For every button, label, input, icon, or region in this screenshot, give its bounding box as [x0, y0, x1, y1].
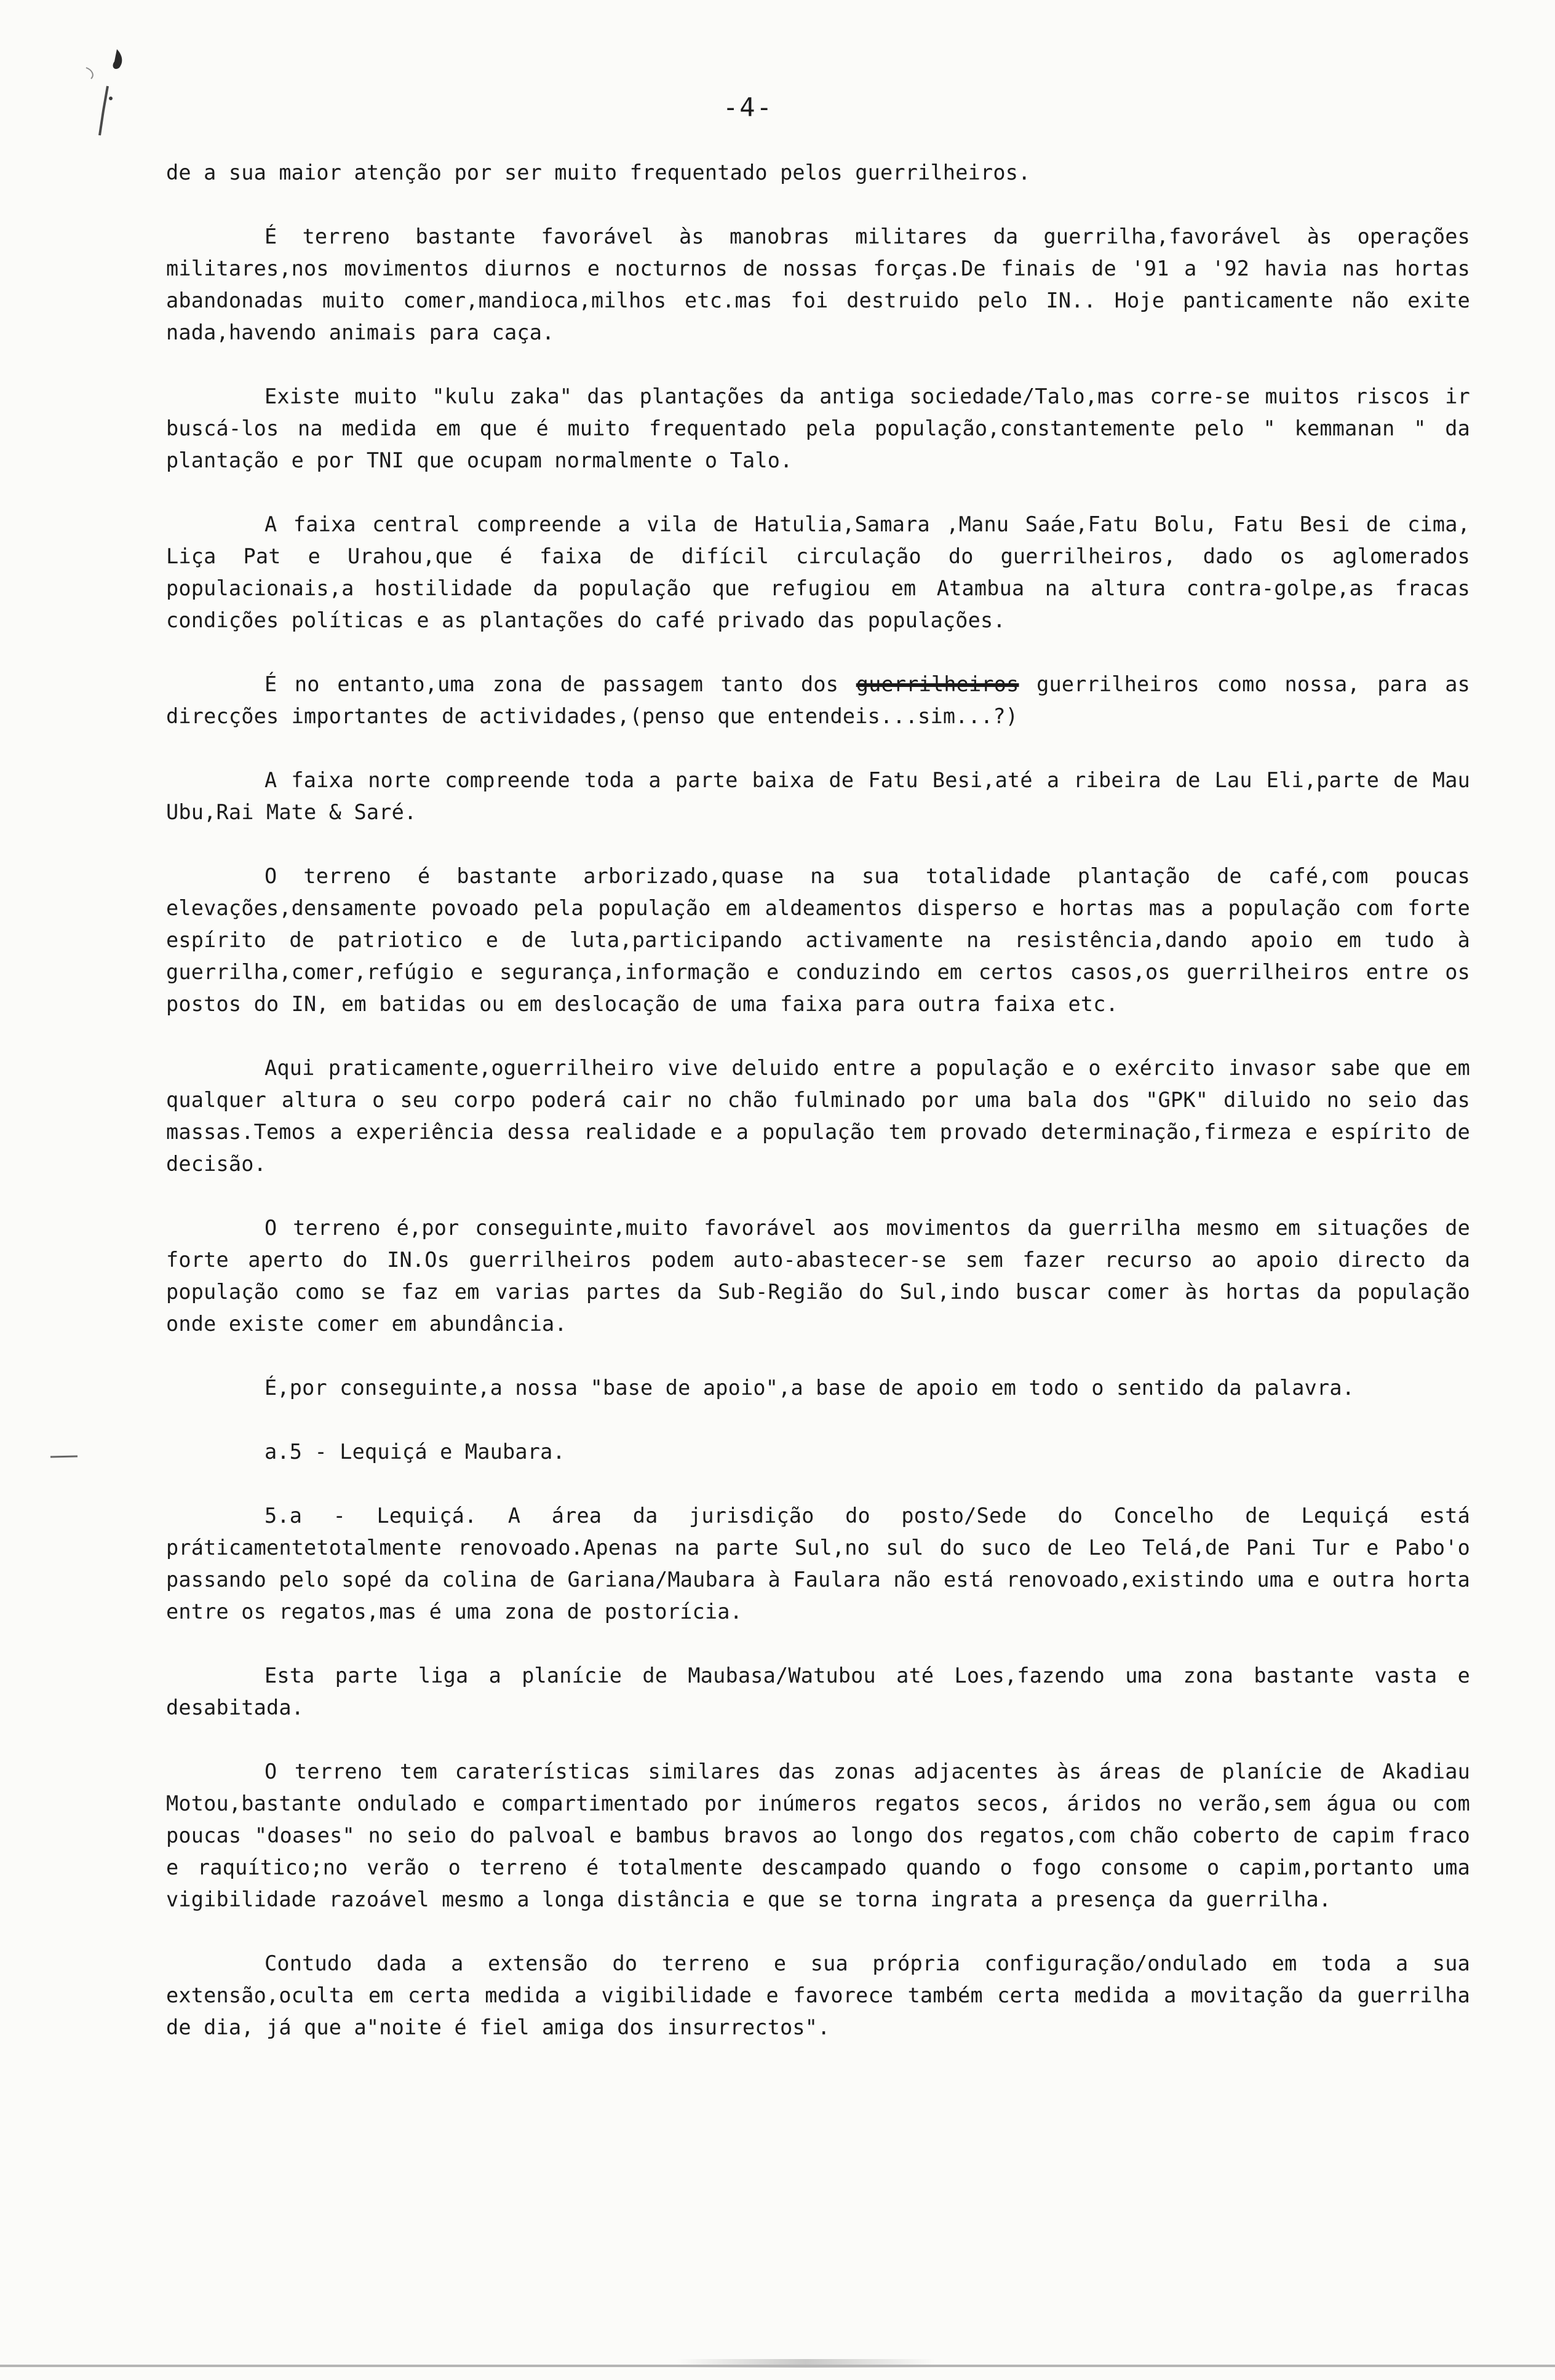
paragraph-5-start: É no entanto,uma zona de passagem tanto dos	[264, 672, 839, 696]
document-body	[166, 157, 1470, 2076]
struck-out-word: guerrilheiros	[856, 672, 1019, 696]
paragraph-9: O terreno é,por conseguinte,muito favorável aos movimentos da guerrilha mesmo em situações de forte aperto do IN.Os guerrilheiros podem auto-abastecer-se sem fazer recurso ao apoio directo da população como se faz em varias partes da Sub-Região do Sul,indo buscar comer às hortas da população onde existe comer em abundância.	[166, 1216, 1470, 1336]
paragraph-8: Aqui praticamente,oguerrilheiro vive deluido entre a população e o exército invasor sabe que em qualquer altura o seu corpo poderá cair no chão fulminado por uma bala dos "GPK" diluido no seio das massas.Temos a experiência dessa realidade e a população tem provado determinação,firmeza e espírito de decisão.	[166, 1056, 1470, 1176]
page-number: -4-	[723, 92, 773, 122]
paragraph-7: O terreno é bastante arborizado,quase na sua totalidade plantação de café,com poucas elevações,densamente povoado pela população em aldeamentos disperso e hortas mas a população com forte espírito de patriotico e de luta,participando activamente na resistência,dando apoio em tudo à guerrilha,comer,refúgio e segurança,informação e conduzindo em certos casos,os guerrilheiros entre os postos do IN, em batidas ou em deslocação de uma faixa para outra faixa etc.	[166, 864, 1470, 1016]
paragraph-5-end: guerrilheiros como nossa, para as direcções importantes de actividades,(penso que entendeis...sim...?)	[166, 672, 1471, 728]
paragraph-5	[166, 668, 1470, 732]
paragraph-6: A faixa norte compreende toda a parte baixa de Fatu Besi,até a ribeira de Lau Eli,parte de Mau Ubu,Rai Mate & Saré.	[166, 768, 1470, 824]
paragraph-1: de a sua maior atenção por ser muito frequentado pelos guerrilheiros.	[166, 161, 1031, 184]
paragraph-15: Contudo dada a extensão do terreno e sua própria configuração/ondulado em toda a sua extensão,oculta em certa medida a vigibilidade e favorece também certa medida a movitação da guerrilha de dia, já que a"noite é fiel amiga dos insurrectos".	[166, 1951, 1470, 2039]
paragraph-12: 5.a - Lequiçá. A área da jurisdição do posto/Sede do Concelho de Lequiçá está práticamentetotalmente renovoado.Apenas na parte Sul,no sul do suco de Leo Telá,de Pani Tur e Pabo'o passando pelo sopé da colina de Gariana/Maubara à Faulara não está renovoado,existindo uma e outra horta entre os regatos,mas é uma zona de postorícia.	[166, 1504, 1470, 1624]
paragraph-10: É,por conseguinte,a nossa "base de apoio",a base de apoio em todo o sentido da palavra.	[264, 1376, 1355, 1400]
paragraph-4: A faixa central compreende a vila de Hatulia,Samara ,Manu Saáe,Fatu Bolu, Fatu Besi de cima, Liça Pat e Urahou,que é faixa de difícil circulação do guerrilheiros, dado os aglomerados populacionais,a hostilidade da população que refugiou em Atambua na altura contra-golpe,as fracas condições políticas e as plantações do café privado das populações.	[166, 512, 1470, 632]
corner-ink-mark	[74, 43, 135, 148]
paragraph-14: O terreno tem caraterísticas similares das zonas adjacentes às áreas de planície de Akadiau Motou,bastante ondulado e compartimentado por inúmeros regatos secos, áridos no verão,sem água ou com poucas "doases" no seio do palvoal e bambus bravos ao longo dos regatos,com chão coberto de capim fraco e raquítico;no verão o terreno é totalmente descampado quando o fogo consome o capim,portanto uma vigibilidade razoável mesmo a longa distância e que se torna ingrata a presença da guerrilha.	[166, 1759, 1470, 1911]
bottom-scan-edge	[0, 2365, 1555, 2367]
section-heading: a.5 - Lequiçá e Maubara.	[264, 1440, 565, 1464]
margin-ink-mark	[49, 1451, 80, 1459]
paragraph-3: Existe muito "kulu zaka" das plantações da antiga sociedade/Talo,mas corre-se muitos riscos ir buscá-los na medida em que é muito frequentado pela população,constantemente pelo " kemmanan " da plantação e por TNI que ocupam normalmente o Talo.	[166, 384, 1470, 472]
paragraph-2: É terreno bastante favorável às manobras militares da guerrilha,favorável às operações militares,nos movimentos diurnos e nocturnos de nossas forças.De finais de '91 a '92 havia nas hortas abandonadas muito comer,mandioca,milhos etc.mas foi destruido pelo IN.. Hoje panticamente não exite nada,havendo animais para caça.	[166, 224, 1470, 344]
paragraph-13: Esta parte liga a planície de Maubasa/Watubou até Loes,fazendo uma zona bastante vasta e desabitada.	[166, 1664, 1470, 1720]
